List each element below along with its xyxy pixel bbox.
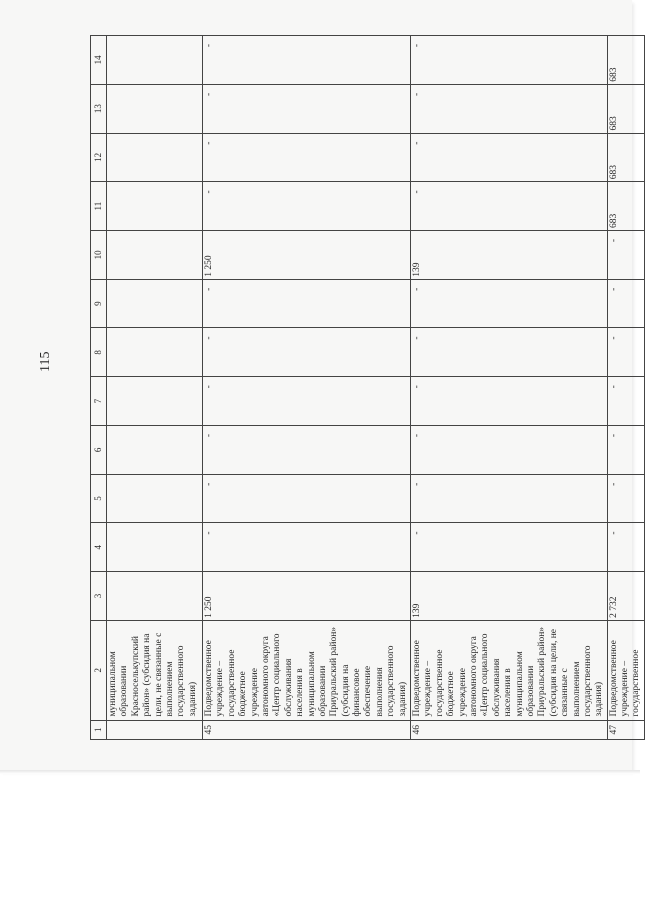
column-header: 11 (91, 182, 107, 231)
recipient-name: Подведомственное учреждение – государственное бюджетное учреждение автономного округа «Центр социального обслуживания населения в муниципальном образовании Приуральский район» (субсидия на цели, не связанные с выполнением государственного задания) (411, 620, 608, 720)
table-cell (107, 377, 203, 426)
budget-table (90, 35, 645, 740)
table-cell: - (411, 377, 608, 426)
table-cell: 683 (607, 133, 644, 182)
row-number (107, 720, 203, 739)
table-cell: - (411, 425, 608, 474)
table-cell: 1 250 (203, 572, 411, 621)
page-number: 115 (38, 351, 53, 372)
table-cell: 683 (607, 36, 644, 85)
column-header: 1 (91, 720, 107, 739)
column-header: 3 (91, 572, 107, 621)
row-number: 45 (203, 720, 411, 739)
column-header: 13 (91, 84, 107, 133)
table-cell: - (203, 328, 411, 377)
table-cell: - (607, 474, 644, 523)
table-cell: - (411, 36, 608, 85)
table-cell: - (607, 377, 644, 426)
recipient-name: муниципальном образовании Красноселькупский район» (субсидия на цели, не связанные с выполнением государственного задания) (107, 620, 203, 720)
row-number: 47 (607, 720, 644, 739)
table-cell (107, 182, 203, 231)
recipient-name: Подведомственное учреждение – государственное (607, 620, 644, 720)
table-cell (107, 36, 203, 85)
table-row (411, 36, 608, 740)
column-header: 6 (91, 425, 107, 474)
table-cell: 1 250 (203, 231, 411, 280)
table-cell: - (203, 36, 411, 85)
recipient-name: Подведомственное учреждение – государственное бюджетное учреждение автономного округа «Центр социального обслуживания населения в муниципальном образовании Приуральский район» (субсидия на финансовое обеспечение выполнения государственного задания) (203, 620, 411, 720)
column-header: 9 (91, 279, 107, 328)
table-cell: - (203, 84, 411, 133)
table-cell (107, 474, 203, 523)
table-cell: - (607, 279, 644, 328)
column-header: 5 (91, 474, 107, 523)
table-cell: - (203, 474, 411, 523)
column-header: 4 (91, 523, 107, 572)
table-cell (107, 572, 203, 621)
column-header: 8 (91, 328, 107, 377)
table-cell: 139 (411, 231, 608, 280)
table-cell (107, 84, 203, 133)
table-cell: - (411, 84, 608, 133)
table-cell: 2 732 (607, 572, 644, 621)
rotated-table-wrapper (90, 35, 642, 740)
table-cell (107, 425, 203, 474)
table-row (607, 36, 644, 740)
page-edge-shadow (0, 770, 640, 774)
table-row (107, 36, 203, 740)
table-cell: - (411, 523, 608, 572)
table-cell (107, 523, 203, 572)
row-number: 46 (411, 720, 608, 739)
table-cell: 139 (411, 572, 608, 621)
column-header: 14 (91, 36, 107, 85)
table-cell: - (607, 523, 644, 572)
table-cell (107, 133, 203, 182)
table-cell (107, 231, 203, 280)
table-cell: - (203, 523, 411, 572)
table-cell: - (203, 279, 411, 328)
table-cell: - (203, 182, 411, 231)
table-cell: - (607, 328, 644, 377)
table-cell: - (411, 279, 608, 328)
table-cell: - (607, 425, 644, 474)
column-header: 10 (91, 231, 107, 280)
column-header: 7 (91, 377, 107, 426)
column-number-row (91, 36, 107, 740)
table-cell: - (203, 425, 411, 474)
table-cell: - (203, 377, 411, 426)
table-cell: - (607, 231, 644, 280)
table-cell: - (411, 182, 608, 231)
table-cell (107, 279, 203, 328)
table-cell: - (411, 474, 608, 523)
table-cell: 683 (607, 84, 644, 133)
table-cell: - (411, 133, 608, 182)
table-cell: - (411, 328, 608, 377)
table-cell (107, 328, 203, 377)
column-header: 12 (91, 133, 107, 182)
column-header: 2 (91, 620, 107, 720)
table-cell: - (203, 133, 411, 182)
table-row (203, 36, 411, 740)
table-cell: 683 (607, 182, 644, 231)
